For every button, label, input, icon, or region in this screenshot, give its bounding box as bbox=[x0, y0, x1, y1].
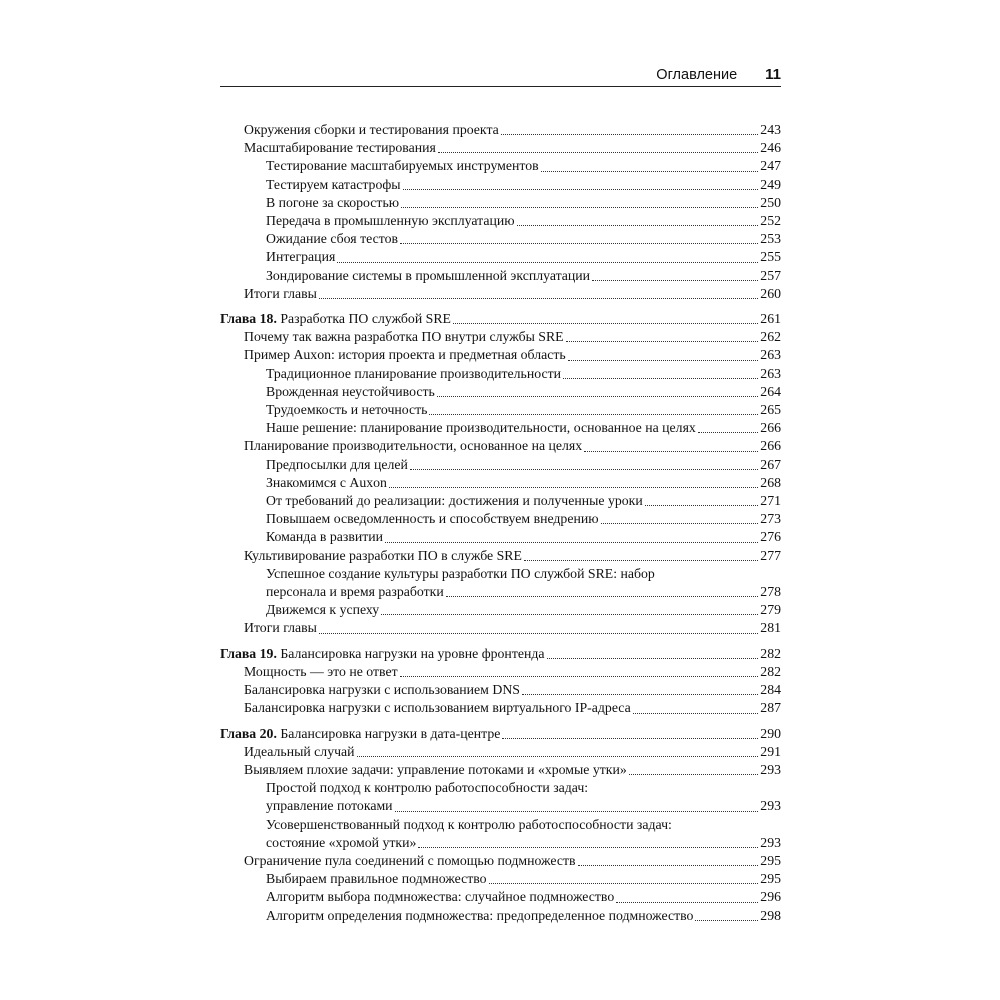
dot-leader bbox=[418, 846, 758, 848]
toc-entry-title: Тестируем катастрофы bbox=[266, 176, 401, 192]
toc-page-number: 295 bbox=[760, 871, 781, 887]
toc-entry-title: Знакомимся с Auxon bbox=[266, 474, 387, 490]
toc-page-number: 257 bbox=[760, 267, 781, 283]
toc-entry-text bbox=[266, 601, 379, 619]
toc-entry-title: Алгоритм определения подмножества: предопределенное подмножество bbox=[266, 907, 694, 923]
toc-section bbox=[220, 645, 781, 718]
toc-page-number: 277 bbox=[760, 547, 781, 563]
toc-page-number: 263 bbox=[760, 347, 781, 363]
toc-entry bbox=[220, 157, 781, 175]
toc-entry-title: Идеальный случай bbox=[244, 743, 355, 759]
toc-page-number: 293 bbox=[760, 834, 781, 850]
toc-entry-title: Передача в промышленную эксплуатацию bbox=[266, 213, 515, 229]
toc-chapter-entry bbox=[220, 310, 781, 328]
toc-page-number: 266 bbox=[760, 420, 781, 436]
toc-entry-text bbox=[244, 139, 436, 157]
dot-leader bbox=[395, 810, 759, 812]
toc-entry bbox=[220, 194, 781, 212]
toc-entry-title: Окружения сборки и тестирования проекта bbox=[244, 122, 499, 137]
dot-leader bbox=[319, 632, 758, 634]
dot-leader bbox=[453, 322, 758, 324]
toc-entry-title: Ограничение пула соединений с помощью подмножеств bbox=[244, 852, 576, 868]
toc-entry bbox=[220, 230, 781, 248]
toc-entry bbox=[220, 510, 781, 528]
toc-entry-text bbox=[244, 852, 576, 870]
toc-entry-text bbox=[266, 157, 539, 175]
toc-entry-text-line1: Усовершенствованный подход к контролю работоспособности задач: bbox=[266, 816, 672, 832]
dot-leader bbox=[584, 450, 758, 452]
toc-entry-text bbox=[244, 761, 627, 779]
toc-entry-title: Балансировка нагрузки в дата-центре bbox=[280, 725, 501, 741]
toc-page-number: 243 bbox=[760, 122, 781, 137]
dot-leader bbox=[489, 882, 759, 884]
toc-entry-text bbox=[266, 834, 416, 852]
dot-leader bbox=[501, 133, 759, 135]
toc-page-number: 287 bbox=[760, 700, 781, 716]
chapter-label: Глава 18. bbox=[220, 311, 277, 327]
toc-entry bbox=[220, 528, 781, 546]
toc-page-number: 260 bbox=[760, 285, 781, 301]
toc-page-number: 282 bbox=[760, 663, 781, 679]
toc-entry-title: Почему так важна разработка ПО внутри службы SRE bbox=[244, 329, 564, 345]
toc-entry bbox=[220, 870, 781, 888]
toc-entry-text-line1: Успешное создание культуры разработки ПО службой SRE: набор bbox=[266, 565, 655, 581]
toc-entry-title: Интеграция bbox=[266, 249, 336, 265]
toc-page-number: 246 bbox=[760, 140, 781, 156]
toc-page-number: 253 bbox=[760, 231, 781, 247]
toc-entry-title: состояние «хромой утки» bbox=[266, 834, 417, 850]
toc-entry-title: Планирование производительности, основанное на целях bbox=[244, 438, 583, 454]
toc-entry-text bbox=[266, 888, 614, 906]
dot-leader bbox=[429, 413, 758, 415]
toc-entry-text bbox=[266, 583, 444, 601]
dot-leader bbox=[389, 486, 758, 488]
toc-entry bbox=[220, 383, 781, 401]
dot-leader bbox=[563, 377, 758, 379]
toc-entry-text bbox=[266, 907, 693, 925]
toc-entry bbox=[220, 474, 781, 492]
toc-entry-text bbox=[266, 797, 393, 815]
dot-leader bbox=[319, 297, 758, 299]
toc-page-number: 247 bbox=[760, 158, 781, 174]
toc-page-number: 264 bbox=[760, 383, 781, 399]
toc-page-number: 284 bbox=[760, 682, 781, 698]
dot-leader bbox=[698, 431, 758, 433]
toc-entry bbox=[220, 456, 781, 474]
dot-leader bbox=[401, 206, 758, 208]
toc-chapter-entry bbox=[220, 645, 781, 663]
toc-entry-text bbox=[266, 267, 590, 285]
toc-page-number: 261 bbox=[760, 311, 781, 327]
toc-entry-title: Повышаем осведомленность и способствуем внедрению bbox=[266, 511, 599, 527]
toc-entry-text bbox=[244, 437, 582, 455]
toc-entry-text bbox=[220, 310, 451, 328]
toc-entry-text bbox=[220, 725, 500, 743]
toc-page-number: 290 bbox=[760, 725, 781, 741]
toc-entry bbox=[220, 888, 781, 906]
toc-page-number: 263 bbox=[760, 365, 781, 381]
toc-entry-text bbox=[266, 230, 398, 248]
toc-entry-text bbox=[266, 419, 696, 437]
toc-entry-text bbox=[244, 699, 631, 717]
dot-leader bbox=[438, 151, 758, 153]
toc-page-number: 255 bbox=[760, 249, 781, 265]
toc-entry-text bbox=[244, 663, 398, 681]
toc-entry bbox=[220, 176, 781, 194]
toc-entry-text bbox=[266, 492, 643, 510]
dot-leader bbox=[337, 261, 758, 263]
toc-entry-title: Врожденная неустойчивость bbox=[266, 383, 435, 399]
toc-entry-text bbox=[266, 194, 399, 212]
chapter-label: Глава 20. bbox=[220, 725, 277, 741]
toc-entry bbox=[220, 761, 781, 779]
dot-leader bbox=[446, 595, 759, 597]
dot-leader bbox=[578, 864, 759, 866]
toc-page-number: 266 bbox=[760, 438, 781, 454]
toc-entry bbox=[220, 328, 781, 346]
dot-leader bbox=[524, 559, 758, 561]
dot-leader bbox=[633, 712, 759, 714]
toc-entry-title: Балансировка нагрузки на уровне фронтенда bbox=[280, 645, 545, 661]
toc-entry bbox=[220, 492, 781, 510]
toc-entry-text bbox=[244, 328, 564, 346]
toc-entry-text bbox=[266, 474, 387, 492]
header-page-number: 11 bbox=[765, 66, 781, 83]
toc-entry-title: Пример Auxon: история проекта и предметная область bbox=[244, 347, 566, 363]
toc-entry-text-line1: Простой подход к контролю работоспособности задач: bbox=[266, 780, 589, 796]
toc-entry-title: управление потоками bbox=[266, 798, 393, 814]
toc-entry-title: Традиционное планирование производительности bbox=[266, 365, 561, 381]
toc-entry-text bbox=[244, 547, 522, 565]
toc-entry bbox=[220, 663, 781, 681]
dot-leader bbox=[645, 504, 759, 506]
toc-entry bbox=[220, 699, 781, 717]
toc-entry bbox=[220, 565, 781, 601]
toc-entry bbox=[220, 779, 781, 815]
toc-entry-text bbox=[244, 121, 499, 139]
dot-leader bbox=[601, 522, 759, 524]
dot-leader bbox=[566, 340, 759, 342]
toc-entry-title: Культивирование разработки ПО в службе SRE bbox=[244, 547, 522, 563]
toc-entry-title: Движемся к успеху bbox=[266, 602, 380, 618]
toc-entry-text bbox=[266, 212, 515, 230]
toc-entry-text bbox=[244, 346, 566, 364]
toc-page-number: 250 bbox=[760, 194, 781, 210]
toc-entry-title: Масштабирование тестирования bbox=[244, 140, 436, 156]
toc-entry bbox=[220, 285, 781, 303]
toc-entry bbox=[220, 212, 781, 230]
toc-entry bbox=[220, 907, 781, 925]
toc-page-number: 298 bbox=[760, 907, 781, 923]
toc-page-number: 281 bbox=[760, 620, 781, 636]
toc-section bbox=[220, 310, 781, 638]
toc-entry-title: Предпосылки для целей bbox=[266, 456, 408, 472]
toc-entry-text bbox=[266, 528, 383, 546]
toc-entry bbox=[220, 816, 781, 852]
toc-page-number: 293 bbox=[760, 798, 781, 814]
dot-leader bbox=[592, 279, 758, 281]
dot-leader bbox=[385, 541, 758, 543]
dot-leader bbox=[410, 468, 758, 470]
chapter-label: Глава 19. bbox=[220, 645, 277, 661]
dot-leader bbox=[400, 675, 759, 677]
toc-page-number: 262 bbox=[760, 329, 781, 345]
toc-entry-title: Команда в развитии bbox=[266, 529, 384, 545]
toc-entry-text bbox=[266, 870, 487, 888]
toc-entry bbox=[220, 139, 781, 157]
toc-entry bbox=[220, 401, 781, 419]
toc-chapter-entry bbox=[220, 725, 781, 743]
toc-entry-text bbox=[266, 176, 401, 194]
toc-entry bbox=[220, 619, 781, 637]
toc-entry bbox=[220, 601, 781, 619]
dot-leader bbox=[695, 919, 758, 921]
toc-entry-title: персонала и время разработки bbox=[266, 584, 444, 600]
toc-entry-text bbox=[266, 248, 335, 266]
toc-page-number: 295 bbox=[760, 852, 781, 868]
dot-leader bbox=[437, 395, 759, 397]
toc-entry-text bbox=[244, 285, 317, 303]
toc-page-number: 291 bbox=[760, 743, 781, 759]
toc-entry-title: Зондирование системы в промышленной эксплуатации bbox=[266, 267, 591, 283]
toc-entry-text bbox=[244, 619, 317, 637]
dot-leader bbox=[568, 359, 759, 361]
toc-entry-text bbox=[266, 401, 427, 419]
dot-leader bbox=[522, 693, 758, 695]
toc-section bbox=[220, 725, 781, 925]
dot-leader bbox=[517, 224, 759, 226]
toc-entry-text bbox=[244, 743, 355, 761]
toc-entry-title: Ожидание сбоя тестов bbox=[266, 231, 398, 247]
toc-entry-title: От требований до реализации: достижения и полученные уроки bbox=[266, 493, 643, 509]
toc-page-number: 293 bbox=[760, 761, 781, 777]
toc-entry bbox=[220, 346, 781, 364]
toc-entry-title: Выбираем правильное подмножество bbox=[266, 871, 487, 887]
toc-section bbox=[220, 121, 781, 303]
toc-entry-title: Выявляем плохие задачи: управление потоками и «хромые утки» bbox=[244, 761, 627, 777]
toc-entry-text bbox=[266, 365, 561, 383]
toc-page-number: 276 bbox=[760, 529, 781, 545]
dot-leader bbox=[547, 657, 759, 659]
toc-page-number: 279 bbox=[760, 602, 781, 618]
toc-page-number: 249 bbox=[760, 176, 781, 192]
toc-entry bbox=[220, 681, 781, 699]
dot-leader bbox=[541, 170, 759, 172]
toc-page-number: 267 bbox=[760, 456, 781, 472]
toc-entry bbox=[220, 547, 781, 565]
table-of-contents bbox=[220, 121, 781, 932]
toc-entry bbox=[220, 852, 781, 870]
toc-entry-title: Мощность — это не ответ bbox=[244, 663, 398, 679]
toc-entry-text bbox=[266, 383, 435, 401]
toc-page-number: 268 bbox=[760, 474, 781, 490]
toc-page-number: 265 bbox=[760, 402, 781, 418]
toc-page-number: 296 bbox=[760, 889, 781, 905]
toc-entry-title: Тестирование масштабируемых инструментов bbox=[266, 158, 539, 174]
toc-entry bbox=[220, 437, 781, 455]
toc-page-number: 278 bbox=[760, 584, 781, 600]
header-title: Оглавление bbox=[656, 67, 738, 83]
toc-entry-text bbox=[266, 510, 599, 528]
toc-entry bbox=[220, 419, 781, 437]
toc-entry-title: Балансировка нагрузки с использованием виртуального IP-адреса bbox=[244, 700, 631, 716]
toc-entry-text bbox=[266, 456, 408, 474]
toc-page-number: 252 bbox=[760, 213, 781, 229]
toc-entry-title: Разработка ПО службой SRE bbox=[280, 311, 451, 327]
toc-page-number: 271 bbox=[760, 493, 781, 509]
toc-page-number: 273 bbox=[760, 511, 781, 527]
toc-page-number: 282 bbox=[760, 645, 781, 661]
running-header bbox=[220, 62, 781, 87]
toc-entry bbox=[220, 248, 781, 266]
toc-entry-title: Балансировка нагрузки с использованием DNS bbox=[244, 682, 520, 698]
toc-entry-title: Итоги главы bbox=[244, 620, 317, 636]
dot-leader bbox=[400, 242, 758, 244]
toc-entry-text bbox=[244, 681, 520, 699]
dot-leader bbox=[403, 188, 759, 190]
dot-leader bbox=[357, 755, 759, 757]
toc-entry-title: В погоне за скоростью bbox=[266, 194, 400, 210]
dot-leader bbox=[381, 613, 758, 615]
toc-entry-title: Трудоемкость и неточность bbox=[266, 402, 428, 418]
toc-entry bbox=[220, 743, 781, 761]
toc-entry-title: Наше решение: планирование производительности, основанное на целях bbox=[266, 420, 696, 436]
toc-entry-text bbox=[220, 645, 545, 663]
toc-entry-title: Итоги главы bbox=[244, 285, 317, 301]
toc-entry bbox=[220, 267, 781, 285]
toc-entry-title: Алгоритм выбора подмножества: случайное подмножество bbox=[266, 889, 615, 905]
dot-leader bbox=[502, 737, 758, 739]
dot-leader bbox=[616, 901, 758, 903]
toc-entry bbox=[220, 121, 781, 139]
dot-leader bbox=[629, 773, 759, 775]
toc-entry bbox=[220, 365, 781, 383]
